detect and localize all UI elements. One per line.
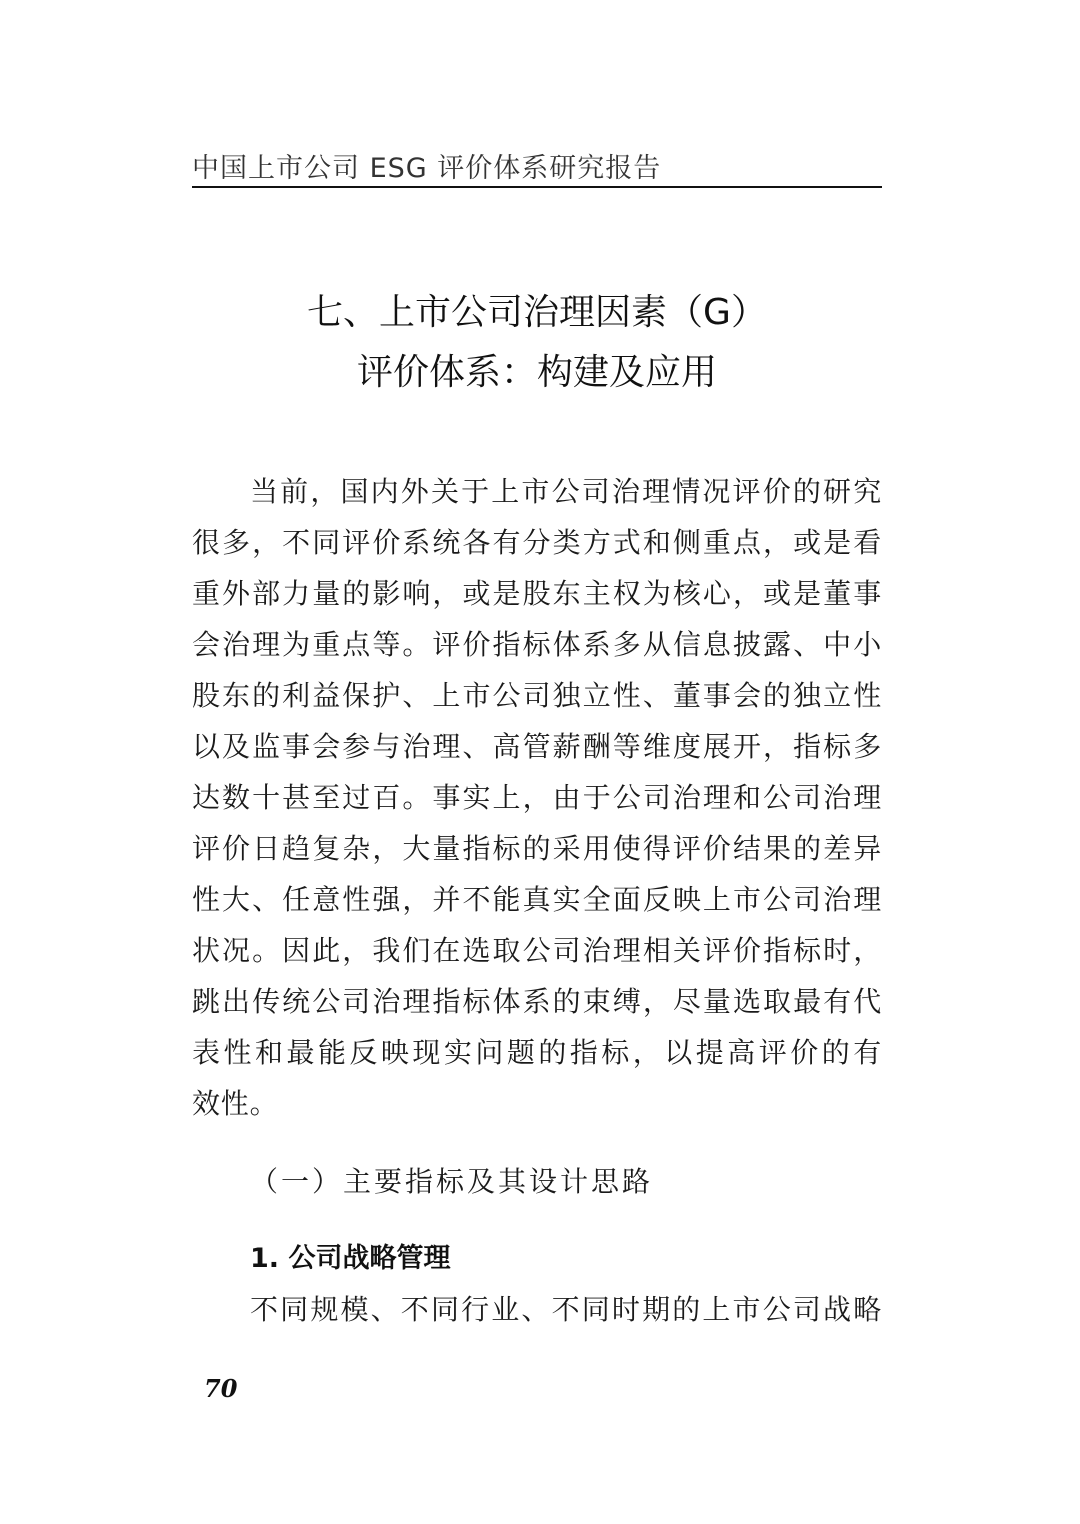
paragraph-line: 以及监事会参与治理、高管薪酬等维度展开，指标多	[192, 730, 882, 763]
subsection-heading: （一）主要指标及其设计思路	[250, 1165, 654, 1198]
paragraph-line: 效性。	[192, 1087, 279, 1120]
header-rule	[192, 186, 882, 188]
chapter-title-line2: 评价体系：构建及应用	[356, 352, 717, 393]
paragraph-line: 达数十甚至过百。事实上，由于公司治理和公司治理	[192, 781, 882, 814]
paragraph-line: 评价日趋复杂，大量指标的采用使得评价结果的差异	[192, 832, 882, 865]
paragraph-line: 性大、任意性强，并不能真实全面反映上市公司治理	[192, 883, 882, 916]
paragraph-line: 状况。因此，我们在选取公司治理相关评价指标时，	[192, 934, 882, 967]
paragraph-line: 当前，国内外关于上市公司治理情况评价的研究	[250, 475, 882, 508]
paragraph-line: 表性和最能反映现实问题的指标，以提高评价的有	[192, 1036, 882, 1069]
paragraph-line: 跳出传统公司治理指标体系的束缚，尽量选取最有代	[192, 985, 882, 1018]
paragraph-line: 很多，不同评价系统各有分类方式和侧重点，或是看	[192, 526, 882, 559]
paragraph-line: 重外部力量的影响，或是股东主权为核心，或是董事	[192, 577, 882, 610]
running-header: 中国上市公司 ESG 评价体系研究报告	[192, 153, 662, 184]
paragraph-line: 股东的利益保护、上市公司独立性、董事会的独立性	[192, 679, 882, 712]
section-first-line: 不同规模、不同行业、不同时期的上市公司战略	[250, 1293, 882, 1326]
paragraph-line: 会治理为重点等。评价指标体系多从信息披露、中小	[192, 628, 882, 661]
section-heading: 1. 公司战略管理	[250, 1243, 451, 1274]
intro-paragraph	[192, 466, 882, 1129]
page-number: 70	[204, 1374, 238, 1403]
chapter-title-line1: 七、上市公司治理因素（G）	[307, 292, 767, 333]
